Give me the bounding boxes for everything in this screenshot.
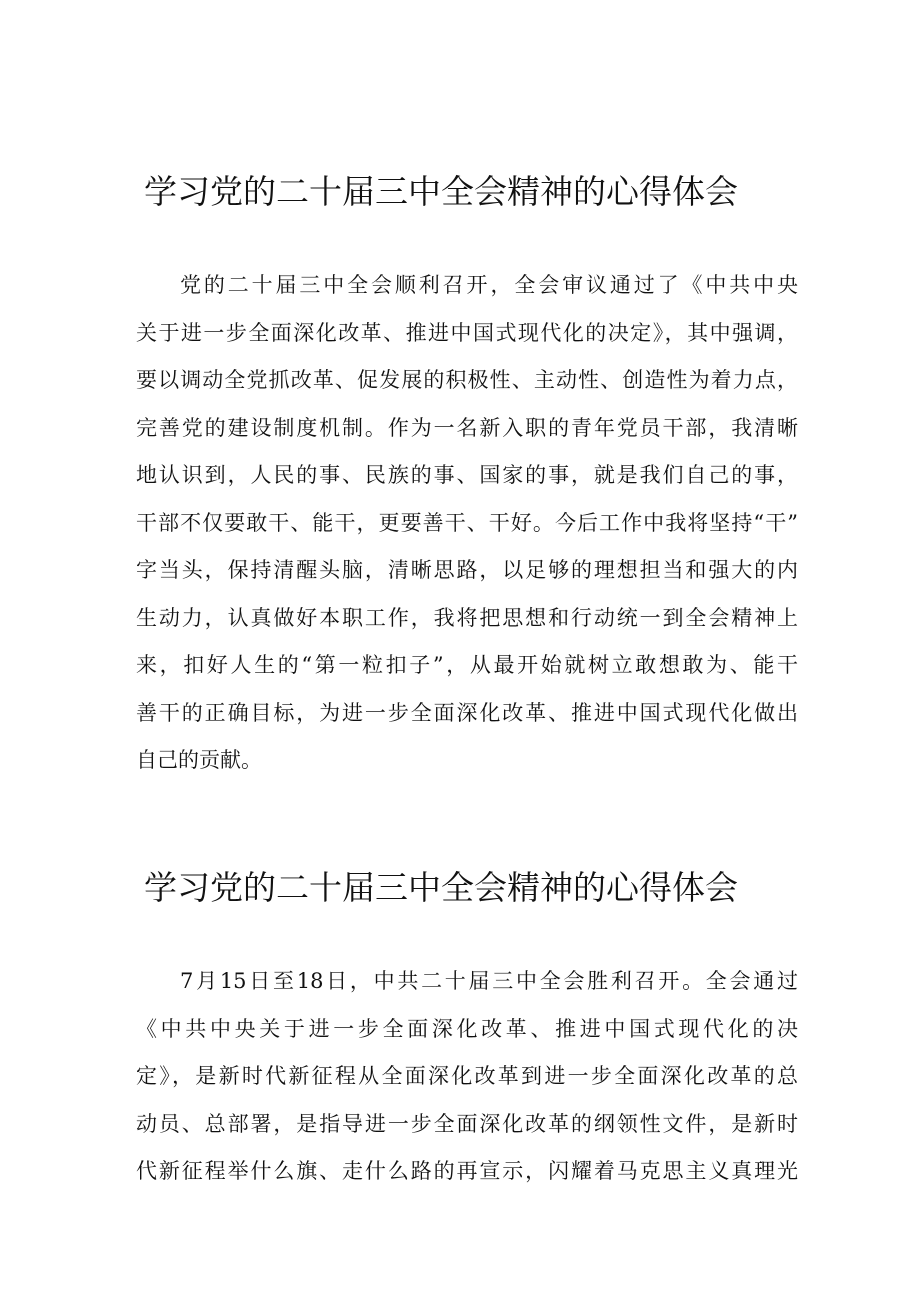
paragraph-line: 自己的贡献。 bbox=[136, 748, 262, 772]
paragraph-line: 来，扣好人生的“第一粒扣子”，从最开始就树立敢想敢为、能干 bbox=[136, 653, 798, 677]
article-title: 学习党的二十届三中全会精神的心得体会 bbox=[144, 172, 738, 211]
paragraph-line: 代新征程举什么旗、走什么路的再宣示，闪耀着马克思主义真理光 bbox=[136, 1159, 798, 1183]
paragraph-line: 生动力，认真做好本职工作，我将把思想和行动统一到全会精神上 bbox=[136, 605, 798, 630]
article-body bbox=[136, 262, 798, 785]
paragraph-line: 定》，是新时代新征程从全面深化改革到进一步全面深化改革的总 bbox=[136, 1064, 798, 1088]
paragraph-line: 关于进一步全面深化改革、推进中国式现代化的决定》，其中强调， bbox=[136, 320, 798, 345]
article-title: 学习党的二十届三中全会精神的心得体会 bbox=[144, 868, 738, 907]
article-body bbox=[136, 958, 798, 1196]
paragraph-line: 善干的正确目标，为进一步全面深化改革、推进中国式现代化做出 bbox=[136, 700, 798, 725]
paragraph-line: 动员、总部署，是指导进一步全面深化改革的纲领性文件，是新时 bbox=[136, 1111, 798, 1136]
paragraph-line: 字当头，保持清醒头脑，清晰思路，以足够的理想担当和强大的内 bbox=[136, 558, 798, 582]
paragraph-line: 《中共中央关于进一步全面深化改革、推进中国式现代化的决 bbox=[136, 1016, 798, 1041]
paragraph-line: 完善党的建设制度机制。作为一名新入职的青年党员干部，我清晰 bbox=[136, 415, 798, 440]
paragraph-line: 7月15日至18日，中共二十届三中全会胜利召开。全会通过 bbox=[180, 969, 798, 993]
paragraph-line: 地认识到，人民的事、民族的事、国家的事，就是我们自己的事， bbox=[136, 463, 798, 487]
paragraph-line: 要以调动全党抓改革、促发展的积极性、主动性、创造性为着力点， bbox=[136, 368, 798, 392]
article-2 bbox=[136, 866, 798, 1196]
article-1 bbox=[136, 170, 798, 785]
paragraph-line: 干部不仅要敢干、能干，更要善干、干好。今后工作中我将坚持“干” bbox=[136, 510, 798, 535]
paragraph-line: 党的二十届三中全会顺利召开，全会审议通过了《中共中央 bbox=[180, 273, 798, 297]
